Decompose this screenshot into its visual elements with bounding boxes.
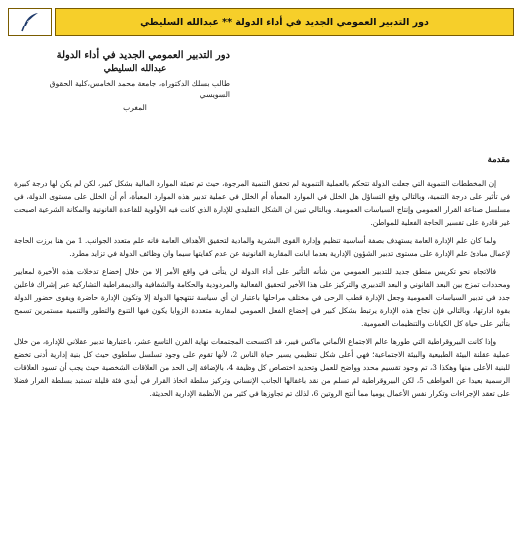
article-header <box>40 48 230 112</box>
journal-logo <box>8 8 52 36</box>
paragraph: إن المخططات التنموية التي جعلت الدولة تتحكم بالعملية التنموية لم تحقق التنمية المرجوة، حيث تم تعبئة الموارد المالية بشكل كبير، لكن لم يكن لها درجة كبيرة في تأثير على درجة التنمية، وبالتالي وقع التساؤل هل الخلل في الموارد المعبأة أم الخلل في عملية تدبير هذه الموارد المعبأة، أم أن الخلل على مستوى الدولة، في مسلسل صناعة القرار العمومي وإنتاج السياسات العمومية. وبالتالي تبين ان الشكل التقليدي للإدارة الذي كانت فيه الأولوية للقاعدة القانونية والمكانة الشرعية اصبحت غير قادرة على تفسير الحاجة الفعلية للمواطن. <box>14 179 510 227</box>
section-heading: مقدمة <box>487 155 510 165</box>
author-name: عبدالله السليطي <box>103 64 167 74</box>
article-title: دور التدبير العمومي الجديد في أداء الدولة <box>56 50 230 61</box>
author-affiliation: طالب بسلك الدكتوراه، جامعة محمد الخامس،كلية الحقوق السويسي <box>49 79 230 100</box>
paragraph: ولما كان علم الإدارة العامة يستهدف بصفة أساسية تنظيم وإدارة القوى البشرية والمادية لتحقيق الأهداف العامة فانه علم متعدد الجوانب. 1 من هنا برزت الحاجة لإعمال مبادئ علم الإدارة على مستوى تدبير الشؤون الإدارية بعدما ابانت المقاربة القانونية عن عدم كفايتها سيما وان وظائف الدولة في تزايد مطرد. <box>14 235 510 258</box>
quill-pen-icon <box>18 11 42 33</box>
paragraph: وإذا كانت البيروقراطية التي طورها عالم الاجتماع الألماني ماكس فيبر، قد اكتسحت المجتمعات نهاية القرن التاسع عشر، باعتبارها تدبير عقلاني للإدارة، من خلال عملية عقلنة البيئة الطبيعية والبيئة الاجتماعية؛ فهي أعلى شكل تنظيمي يسير حياة الناس 2، لأنها تقوم على وجود تسلسل سلطوي حيث كل بنية إدارية أدنى تخضع للبنية الأعلى منها وهكذا 3، تم وجود تقسيم محدد وواضح للعمل وتحديد اختصاص كل وظيفة 4، بالإضافة إلى الحد من العلاقات الشخصية حيث يجب أن تسود العلاقات الرسمية بعيدا عن العواطف 5، لكن البيروقراطية لم تسلم من نقد باغفالها الجانب الإنساني وتركيز سلطة اتخاذ القرار في أيدي فئة قليلة تستبد بسلطة القرار فضلا على تعقد الإجراءات وتكرار نفس الأعمال يوميا مما أنتج الروتين 6، لذلك تم تجاوزها في كثير من الأنظمة الإدارية الحديثة. <box>14 336 510 398</box>
banner-title: دور التدبير العمومي الجديد في أداء الدولة ** عبدالله السليطي <box>140 16 429 28</box>
paragraph: فالاتجاه نحو تكريس منطق جديد للتدبير العمومي من شأنه التأثير على أداء الدولة لن يتأتى في واقع الأمر إلا من خلال إخضاع تدخلات هذه الأخيرة لمعايير ومحددات تمزج بين البعد القانوني و البعد التدبيري والتركيز على هذا الأخير لتحقيق الفعالية والمردودية والحكامة والشفافية والديمقراطية التشاركية عبر إشراك فاعلين جدد في تدبير السياسات العمومية وجعل الإدارة قطب الرحى في مختلف مراحلها باعتبار ان أي سياسة تنتهجها الدولة إلا وتكون الإدارة حاضرة ويقوى حضور الدولة بقوة ادارتها، وبالتالي فإن نجاح هذه الإدارة يرتبط بشكل كبير في إخضاع الفعل العمومي لمقاربة متعددة الزوايا يكون فيها التنوع والتطور والتنمية مستمرين تسمح بتأثير على حياة كل الكيانات والتنظيمات العمومية. <box>14 266 510 328</box>
article-body <box>14 178 510 406</box>
article-banner <box>55 8 514 36</box>
author-country: المغرب <box>123 102 147 112</box>
